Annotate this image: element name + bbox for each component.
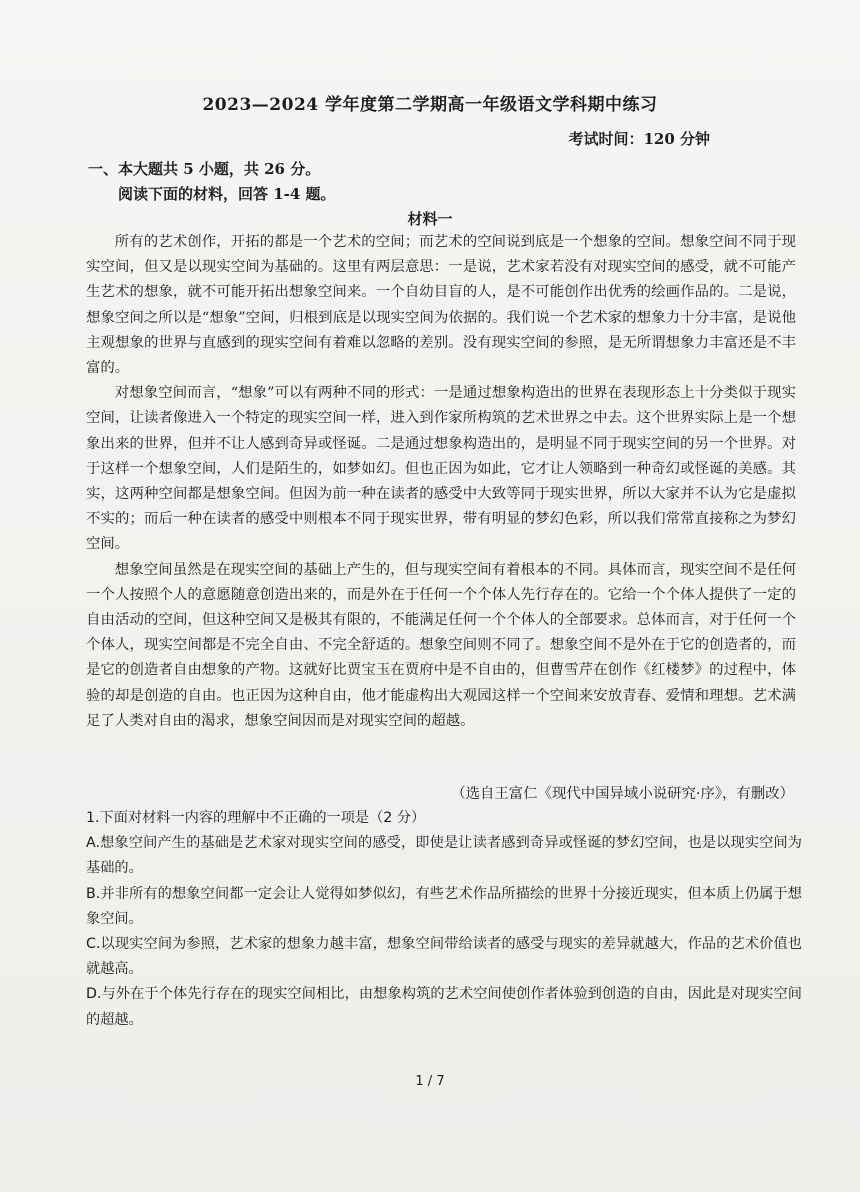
option-c: C.以现实空间为参照，艺术家的想象力越丰富，想象空间带给读者的感受与现实的差异就越大，作品的艺术价值也就越高。 [86, 936, 802, 978]
material-body [86, 230, 796, 734]
material-paragraph: 对想象空间而言，“想象”可以有两种不同的形式：一是通过想象构造出的世界在表现形态上十分类似于现实空间，让读者像进入一个特定的现实空间一样，进入到作家所构筑的艺术世界之中去。这个世界实际上是一个想象出来的世界，但并不让人感到奇异或怪诞。二是通过想象构造出的，是明显不同于现实空间的另一个世界。对于这样一个想象空间，人们是陌生的，如梦如幻。但也正因为如此，它才让人领略到一种奇幻或怪诞的美感。其实，这两种空间都是想象空间。但因为前一种在读者的感受中大致等同于现实世界，所以大家并不认为它是虚拟不实的；而后一种在读者的感受中则根本不同于现实世界，带有明显的梦幻色彩，所以我们常常直接称之为梦幻空间。 [86, 385, 796, 553]
page-number: 1 / 7 [415, 1074, 445, 1089]
option-a: A.想象空间产生的基础是艺术家对现实空间的感受，即使是让读者感到奇异或怪诞的梦幻空间，也是以现实空间为基础的。 [86, 835, 802, 877]
material-title: 材料一 [407, 210, 453, 228]
page-title: 2023—2024 学年度第二学期高一年级语文学科期中练习 [202, 95, 658, 115]
material-paragraph: 想象空间虽然是在现实空间的基础上产生的，但与现实空间有着根本的不同。具体而言，现实空间不是任何一个人按照个人的意愿随意创造出来的，而是外在于任何一个个体人先行存在的。它给一个个体人提供了一定的自由活动的空间，但这种空间又是极其有限的，不能满足任何一个个体人的全部要求。总体而言，对于任何一个个体人，现实空间都是不完全自由、不完全舒适的。想象空间则不同了。想象空间不是外在于它的创造者的，而是它的创造者自由想象的产物。这就好比贾宝玉在贾府中是不自由的，但曹雪芹在创作《红楼梦》的过程中，体验的却是创造的自由。也正因为这种自由，他才能虚构出大观园这样一个空间来安放青春、爱情和理想。艺术满足了人类对自由的渴求，想象空间因而是对现实空间的超越。 [86, 561, 796, 729]
option-d: D.与外在于个体先行存在的现实空间相比，由想象构筑的艺术空间使创作者体验到创造的自由，因此是对现实空间的超越。 [86, 986, 802, 1028]
material-paragraph: 所有的艺术创作，开拓的都是一个艺术的空间；而艺术的空间说到底是一个想象的空间。想象空间不同于现实空间，但又是以现实空间为基础的。这里有两层意思：一是说，艺术家若没有对现实空间的感受，就不可能产生艺术的想象，就不可能开拓出想象空间来。一个自幼目盲的人，是不可能创作出优秀的绘画作品的。二是说，想象空间之所以是“想象”空间，归根到底是以现实空间为依据的。我们说一个艺术家的想象力十分丰富，是说他主观想象的世界与直感到的现实空间有着难以忽略的差别。没有现实空间的参照，是无所谓想象力丰富还是不丰富的。 [86, 234, 796, 377]
question-stem: 1.下面对材料一内容的理解中不正确的一项是（2 分） [86, 810, 426, 826]
question-1 [86, 806, 802, 1033]
option-b: B.并非所有的想象空间都一定会让人觉得如梦似幻，有些艺术作品所描绘的世界十分接近现实，但本质上仍属于想象空间。 [86, 885, 802, 927]
material-source: （选自王富仁《现代中国异域小说研究·序》，有删改） [451, 786, 794, 802]
reading-instruction: 阅读下面的材料，回答 1-4 题。 [118, 185, 336, 203]
section-heading: 一、本大题共 5 小题，共 26 分。 [88, 160, 321, 178]
exam-time: 考试时间：120 分钟 [568, 130, 710, 148]
